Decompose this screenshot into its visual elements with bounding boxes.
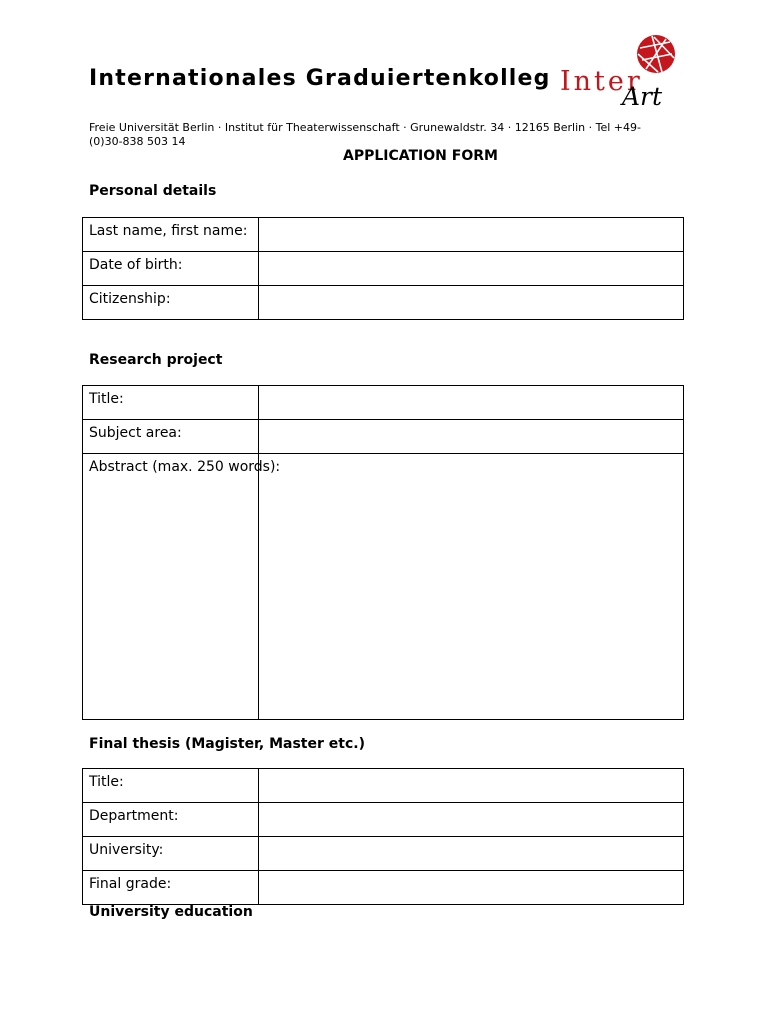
field-label: Title: (83, 386, 259, 420)
table-row (83, 769, 684, 803)
final-thesis-heading: Final thesis (Magister, Master etc.) (89, 736, 365, 752)
name-field[interactable] (259, 218, 684, 252)
abstract-field[interactable] (259, 454, 684, 720)
table-row (83, 252, 684, 286)
form-title: APPLICATION FORM (343, 148, 498, 164)
institute-address: Freie Universität Berlin · Institut für Theaterwissenschaft · Grunewaldstr. 34 · 12165 Berlin · Tel +49-(0)30-838 503 14 (89, 121, 641, 148)
personal-details-heading: Personal details (89, 183, 217, 199)
logo-inter-text: Inter (560, 66, 643, 97)
research-project-heading: Research project (89, 352, 223, 368)
table-row (83, 420, 684, 454)
field-label: Final grade: (83, 871, 259, 905)
final-grade-field[interactable] (259, 871, 684, 905)
table-row (83, 386, 684, 420)
table-row (83, 218, 684, 252)
field-label: Last name, first name: (83, 218, 259, 252)
table-row (83, 803, 684, 837)
field-label: Subject area: (83, 420, 259, 454)
field-label: Citizenship: (83, 286, 259, 320)
field-label: University: (83, 837, 259, 871)
department-field[interactable] (259, 803, 684, 837)
citizenship-field[interactable] (259, 286, 684, 320)
university-education-heading: University education (89, 904, 253, 920)
research-title-field[interactable] (259, 386, 684, 420)
interart-logo (534, 32, 694, 112)
subject-area-field[interactable] (259, 420, 684, 454)
date-of-birth-field[interactable] (259, 252, 684, 286)
personal-details-table (82, 217, 684, 320)
thesis-title-field[interactable] (259, 769, 684, 803)
field-label: Date of birth: (83, 252, 259, 286)
final-thesis-table (82, 768, 684, 905)
document-title: Internationales Graduiertenkolleg (89, 66, 551, 91)
field-label: Abstract (max. 250 words): (83, 454, 259, 720)
research-project-table (82, 385, 684, 720)
table-row (83, 286, 684, 320)
table-row (83, 837, 684, 871)
table-row (83, 454, 684, 720)
university-field[interactable] (259, 837, 684, 871)
table-row (83, 871, 684, 905)
field-label: Department: (83, 803, 259, 837)
logo-art-text: Art (622, 82, 663, 111)
field-label: Title: (83, 769, 259, 803)
